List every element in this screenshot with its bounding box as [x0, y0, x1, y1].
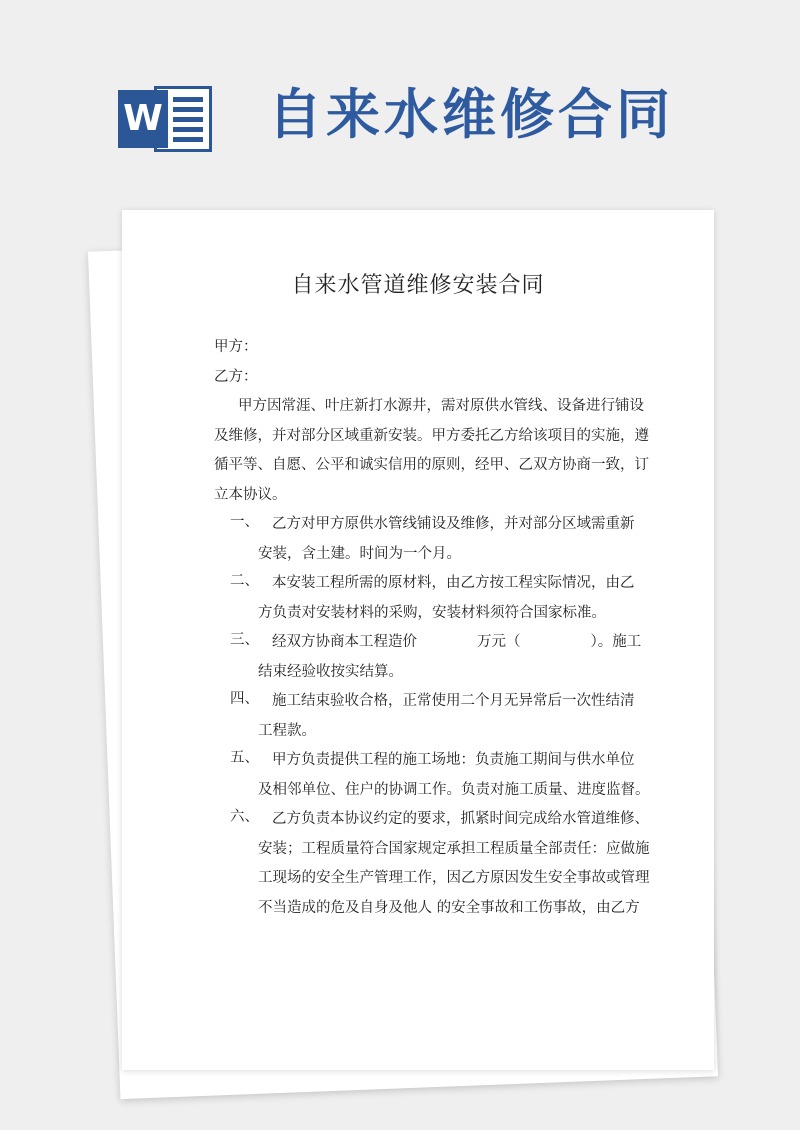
clause-1	[214, 510, 635, 569]
document-page	[122, 210, 714, 1070]
clause-line: 本安装工程所需的原材料，由乙方按工程实际情况，由乙	[272, 575, 635, 591]
clause-number: 一、	[230, 514, 259, 530]
clause-line: 工程款。	[258, 722, 316, 739]
clause-line: 甲方负责提供工程的施工场地：负责施工期间与供水单位	[272, 752, 635, 768]
word-logo-letter: W	[118, 90, 168, 148]
clause-5	[214, 746, 650, 805]
clause-3	[214, 628, 642, 687]
clause-line: 安装，含土建。时间为一个月。	[258, 545, 461, 562]
clause-line: 工现场的安全生产管理工作，因乙方原因发生安全事故或管理	[258, 870, 650, 886]
header	[0, 0, 800, 200]
clause-number: 五、	[230, 750, 259, 766]
document-title: 自来水管道维修安装合同	[291, 273, 545, 298]
clause-line: 不当造成的危及自身及他人 的安全事故和工伤事故，由乙方	[258, 899, 640, 916]
clause-line: 施工结束验收合格，正常使用二个月无异常后一次性结清	[272, 693, 635, 709]
document-body	[214, 333, 650, 923]
clause-number: 二、	[230, 573, 259, 589]
page-title: 自来水维修合同	[268, 83, 674, 146]
party-b-label: 乙方：	[214, 368, 258, 385]
clause-number: 四、	[230, 691, 259, 707]
clause-line	[214, 628, 642, 658]
clause-2	[214, 569, 635, 628]
intro-line: 甲方因常涯、叶庄新打水源井，需对原供水管线、设备进行铺设	[238, 398, 644, 414]
clause-number: 三、	[230, 632, 259, 648]
clause-line: 及相邻单位、住户的协调工作。负责对施工质量、进度监督。	[258, 781, 650, 798]
clause-line: 方负责对安装材料的采购，安装材料须符合国家标准。	[258, 604, 606, 621]
price-suffix: ）。施工	[590, 634, 642, 650]
intro-paragraph	[214, 392, 649, 510]
clause-number: 六、	[230, 809, 259, 825]
intro-line: 循平等、自愿、公平和诚实信用的原则，经甲、乙双方协商一致，订	[214, 457, 649, 473]
party-a-label: 甲方：	[214, 339, 258, 355]
clause-line: 安装；工程质量符合国家规定承担工程质量全部责任：应做施	[258, 840, 650, 857]
price-unit: 万元（	[477, 634, 521, 650]
clause-4	[214, 687, 635, 746]
clause-line: 乙方负责本协议约定的要求，抓紧时间完成给水管道维修、	[272, 811, 649, 827]
price-text: 经双方协商本工程造价	[272, 634, 417, 650]
intro-line: 立本协议。	[214, 486, 287, 503]
clause-line: 结束经验收按实结算。	[258, 663, 403, 680]
intro-line: 及维修，并对部分区域重新安装。甲方委托乙方给该项目的实施，遵	[214, 427, 649, 444]
clause-6	[214, 805, 650, 923]
word-document-icon	[118, 80, 214, 158]
clause-line: 乙方对甲方原供水管线铺设及维修，并对部分区域需重新	[272, 516, 635, 532]
